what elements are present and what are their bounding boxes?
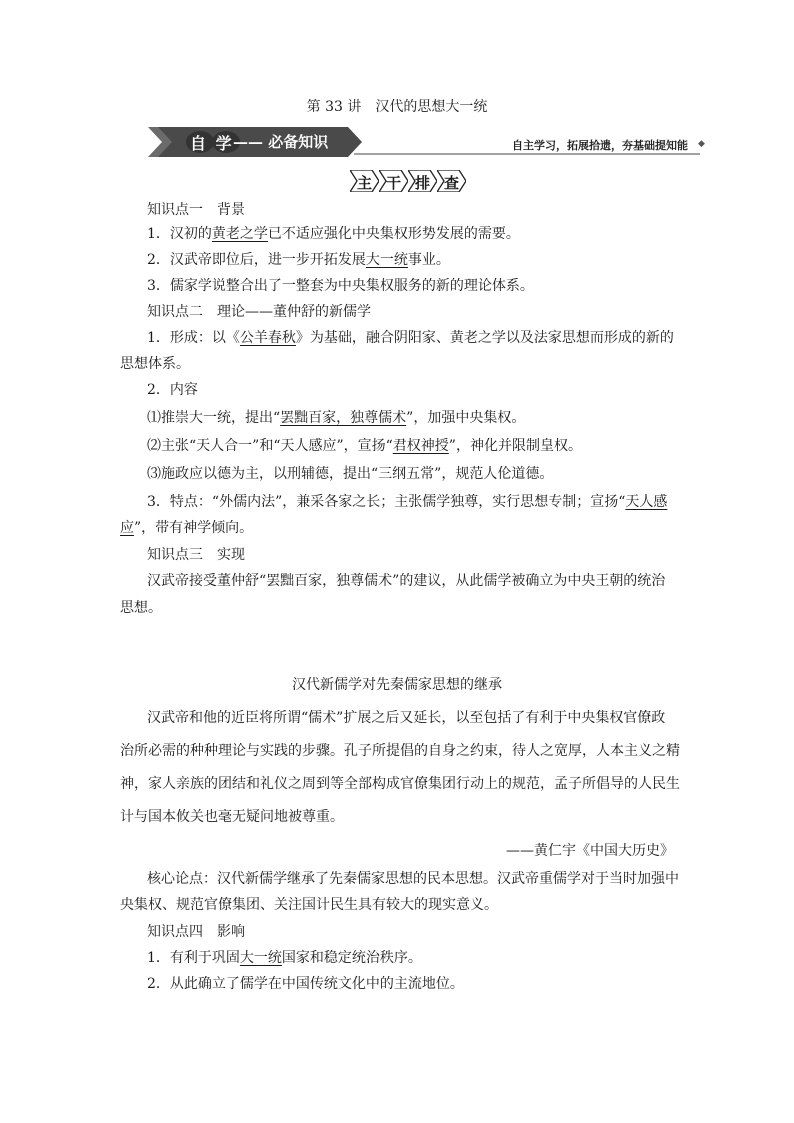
trunk-char-box xyxy=(437,170,466,192)
kp2-content-1: ⑴推崇大一统，提出“罢黜百家，独尊儒术”，加强中央集权。 xyxy=(147,410,526,426)
trunk-char: 查 xyxy=(444,174,460,192)
trunk-char: 干 xyxy=(386,174,402,192)
kp2-content-2: ⑵主张“天人合一”和“天人感应”，宣扬“君权神授”，神化并限制皇权。 xyxy=(147,438,582,454)
reading-line-2: 治所必需的种种理论与实践的步骤。孔子所提倡的自身之约束，待人之宽厚，人本主义之精 xyxy=(120,743,680,759)
kp4-item-2: 2．从此确立了儒学在中国传统文化中的主流地位。 xyxy=(147,976,464,992)
reading-line-3: 神，家人亲族的团结和礼仪之周到等全部构成官僚集团行动上的规范，孟子所倡导的人民生 xyxy=(120,776,680,792)
trunk-char-box xyxy=(379,170,408,192)
kp3-text-line-1: 汉武帝接受董仲舒“罢黜百家，独尊儒术”的建议，从此儒学被确立为中央王朝的统治 xyxy=(147,573,666,589)
kp4-heading: 知识点四 影响 xyxy=(147,924,245,940)
trunk-char: 主 xyxy=(357,174,373,192)
banner-essential-knowledge: —— 必备知识 xyxy=(233,133,329,151)
kp2-formation: 1．形成：以《公羊春秋》为基础，融合阴阳家、黄老之学以及法家思想而形成的新的 xyxy=(147,330,674,346)
kp4-item-1: 1．有利于巩固大一统国家和稳定统治秩序。 xyxy=(147,950,422,966)
reading-line-1: 汉武帝和他的近臣将所谓“儒术”扩展之后又延长，以至包括了有利于中央集权官僚政 xyxy=(147,710,666,726)
lesson-title: 第 33 讲 汉代的思想大一统 xyxy=(306,99,488,115)
trunk-check-title xyxy=(350,170,466,192)
trunk-char: 排 xyxy=(415,174,431,192)
kp2-features: 3．特点：“外儒内法”，兼采各家之长；主张儒学独尊，实行思想专制；宣扬“天人感 xyxy=(147,494,668,510)
banner-self-study: 自 学 xyxy=(190,134,234,153)
banner-subtitle: 自主学习，拓展拾遗，夯基础提知能 xyxy=(512,139,688,152)
core-argument-line-2: 央集权、规范官僚集团、关注国计民生具有较大的现实意义。 xyxy=(120,897,498,913)
kp2-features-cont: 应”，带有神学倾向。 xyxy=(120,520,254,536)
trunk-char-box xyxy=(350,170,379,192)
kp2-content-3: ⑶施政应以德为主，以刑辅德，提出“三纲五常”，规范人伦道德。 xyxy=(147,466,554,482)
core-argument-line-1: 核心论点：汉代新儒学继承了先秦儒家思想的民本思想。汉武帝重儒学对于当时加强中 xyxy=(147,871,679,887)
kp1-item-1: 1．汉初的黄老之学已不适应强化中央集权形势发展的需要。 xyxy=(147,226,520,242)
kp3-heading: 知识点三 实现 xyxy=(147,547,245,563)
kp1-heading: 知识点一 背景 xyxy=(147,202,245,218)
kp1-item-3: 3．儒家学说整合出了一整套为中央集权服务的新的理论体系。 xyxy=(147,278,534,294)
reading-title: 汉代新儒学对先秦儒家思想的继承 xyxy=(292,677,502,693)
trunk-char-box xyxy=(408,170,437,192)
reading-line-4: 计与国本攸关也毫无疑问地被尊重。 xyxy=(120,809,344,825)
kp1-item-2: 2．汉武帝即位后，进一步开拓发展大一统事业。 xyxy=(147,252,450,268)
reading-source: ——黄仁宇《中国大历史》 xyxy=(506,843,674,859)
kp2-content-heading: 2．内容 xyxy=(147,382,198,398)
kp2-heading: 知识点二 理论——董仲舒的新儒学 xyxy=(147,304,371,320)
kp3-text-line-2: 思想。 xyxy=(120,600,162,616)
kp2-formation-cont: 思想体系。 xyxy=(120,356,190,372)
diamond-icon: ◆ xyxy=(698,139,705,149)
